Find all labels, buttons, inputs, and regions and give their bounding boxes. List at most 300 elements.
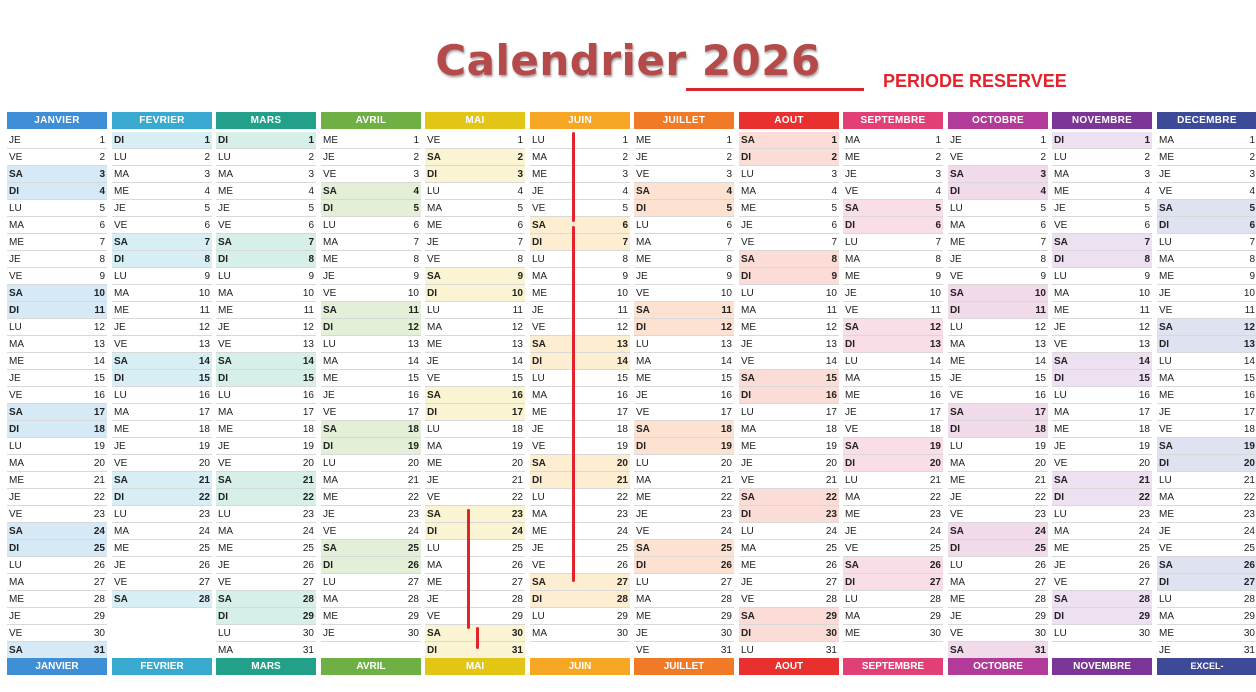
day-cell[interactable] — [1157, 285, 1256, 302]
day-cell[interactable] — [634, 523, 734, 540]
day-cell[interactable] — [843, 268, 943, 285]
day-cell[interactable] — [948, 540, 1048, 557]
day-cell[interactable] — [1157, 336, 1256, 353]
day-cell[interactable] — [216, 506, 316, 523]
day-cell[interactable] — [843, 608, 943, 625]
day-cell[interactable] — [112, 540, 212, 557]
day-cell[interactable] — [7, 472, 107, 489]
day-cell[interactable] — [530, 234, 630, 251]
day-cell[interactable] — [425, 489, 525, 506]
day-cell[interactable] — [112, 489, 212, 506]
day-cell[interactable] — [1052, 370, 1152, 387]
day-cell[interactable] — [843, 574, 943, 591]
day-cell[interactable] — [321, 540, 421, 557]
day-cell[interactable] — [739, 608, 839, 625]
day-cell[interactable] — [321, 455, 421, 472]
day-cell[interactable] — [843, 506, 943, 523]
day-cell[interactable] — [739, 285, 839, 302]
day-cell[interactable] — [1052, 574, 1152, 591]
day-cell[interactable] — [530, 302, 630, 319]
day-cell[interactable] — [843, 489, 943, 506]
day-cell[interactable] — [425, 574, 525, 591]
day-cell[interactable] — [634, 166, 734, 183]
day-cell[interactable] — [1157, 489, 1256, 506]
day-cell[interactable] — [634, 183, 734, 200]
day-cell[interactable] — [7, 251, 107, 268]
day-cell[interactable] — [530, 591, 630, 608]
day-cell[interactable] — [112, 268, 212, 285]
day-cell[interactable] — [216, 608, 316, 625]
day-cell[interactable] — [7, 404, 107, 421]
day-cell[interactable] — [843, 285, 943, 302]
day-cell[interactable] — [216, 421, 316, 438]
day-cell[interactable] — [739, 523, 839, 540]
day-cell[interactable] — [425, 540, 525, 557]
day-cell[interactable] — [321, 234, 421, 251]
day-cell[interactable] — [7, 591, 107, 608]
day-cell[interactable] — [321, 132, 421, 149]
day-cell[interactable] — [634, 217, 734, 234]
day-cell[interactable] — [530, 166, 630, 183]
day-cell[interactable] — [112, 455, 212, 472]
day-cell[interactable] — [7, 200, 107, 217]
day-cell[interactable] — [112, 421, 212, 438]
day-cell[interactable] — [948, 523, 1048, 540]
day-cell[interactable] — [425, 608, 525, 625]
day-cell[interactable] — [948, 506, 1048, 523]
day-cell[interactable] — [1157, 302, 1256, 319]
day-cell[interactable] — [530, 506, 630, 523]
day-cell[interactable] — [425, 625, 525, 642]
day-cell[interactable] — [425, 166, 525, 183]
day-cell[interactable] — [7, 574, 107, 591]
day-cell[interactable] — [948, 183, 1048, 200]
day-cell[interactable] — [948, 285, 1048, 302]
day-cell[interactable] — [530, 268, 630, 285]
day-cell[interactable] — [1052, 489, 1152, 506]
day-cell[interactable] — [7, 642, 107, 659]
day-cell[interactable] — [425, 217, 525, 234]
day-cell[interactable] — [1157, 625, 1256, 642]
day-cell[interactable] — [112, 574, 212, 591]
day-cell[interactable] — [1052, 404, 1152, 421]
day-cell[interactable] — [112, 217, 212, 234]
day-cell[interactable] — [216, 200, 316, 217]
day-cell[interactable] — [530, 336, 630, 353]
day-cell[interactable] — [739, 625, 839, 642]
day-cell[interactable] — [112, 183, 212, 200]
day-cell[interactable] — [530, 540, 630, 557]
day-cell[interactable] — [1157, 268, 1256, 285]
day-cell[interactable] — [530, 625, 630, 642]
day-cell[interactable] — [843, 132, 943, 149]
day-cell[interactable] — [739, 336, 839, 353]
day-cell[interactable] — [7, 302, 107, 319]
day-cell[interactable] — [112, 591, 212, 608]
day-cell[interactable] — [1157, 319, 1256, 336]
day-cell[interactable] — [739, 132, 839, 149]
day-cell[interactable] — [321, 387, 421, 404]
day-cell[interactable] — [1157, 455, 1256, 472]
day-cell[interactable] — [739, 540, 839, 557]
day-cell[interactable] — [1052, 608, 1152, 625]
day-cell[interactable] — [321, 608, 421, 625]
day-cell[interactable] — [634, 574, 734, 591]
day-cell[interactable] — [634, 370, 734, 387]
day-cell[interactable] — [216, 336, 316, 353]
day-cell[interactable] — [7, 132, 107, 149]
day-cell[interactable] — [1052, 268, 1152, 285]
day-cell[interactable] — [843, 336, 943, 353]
day-cell[interactable] — [634, 268, 734, 285]
day-cell[interactable] — [948, 438, 1048, 455]
day-cell[interactable] — [948, 642, 1048, 659]
day-cell[interactable] — [530, 438, 630, 455]
day-cell[interactable] — [948, 387, 1048, 404]
day-cell[interactable] — [7, 370, 107, 387]
day-cell[interactable] — [1157, 540, 1256, 557]
day-cell[interactable] — [7, 353, 107, 370]
day-cell[interactable] — [425, 302, 525, 319]
day-cell[interactable] — [1052, 183, 1152, 200]
day-cell[interactable] — [7, 540, 107, 557]
day-cell[interactable] — [7, 455, 107, 472]
day-cell[interactable] — [1157, 217, 1256, 234]
day-cell[interactable] — [425, 421, 525, 438]
day-cell[interactable] — [739, 251, 839, 268]
day-cell[interactable] — [739, 557, 839, 574]
day-cell[interactable] — [112, 370, 212, 387]
day-cell[interactable] — [216, 285, 316, 302]
day-cell[interactable] — [216, 387, 316, 404]
day-cell[interactable] — [1157, 557, 1256, 574]
day-cell[interactable] — [1157, 608, 1256, 625]
day-cell[interactable] — [321, 200, 421, 217]
day-cell[interactable] — [948, 608, 1048, 625]
day-cell[interactable] — [1157, 353, 1256, 370]
day-cell[interactable] — [1052, 438, 1152, 455]
day-cell[interactable] — [843, 251, 943, 268]
day-cell[interactable] — [321, 183, 421, 200]
day-cell[interactable] — [216, 302, 316, 319]
day-cell[interactable] — [112, 472, 212, 489]
day-cell[interactable] — [1157, 183, 1256, 200]
day-cell[interactable] — [843, 421, 943, 438]
day-cell[interactable] — [112, 438, 212, 455]
day-cell[interactable] — [216, 489, 316, 506]
day-cell[interactable] — [634, 336, 734, 353]
day-cell[interactable] — [634, 404, 734, 421]
day-cell[interactable] — [634, 642, 734, 659]
day-cell[interactable] — [1052, 455, 1152, 472]
day-cell[interactable] — [948, 472, 1048, 489]
day-cell[interactable] — [739, 370, 839, 387]
day-cell[interactable] — [1157, 438, 1256, 455]
day-cell[interactable] — [321, 251, 421, 268]
day-cell[interactable] — [1052, 302, 1152, 319]
day-cell[interactable] — [1157, 404, 1256, 421]
day-cell[interactable] — [425, 455, 525, 472]
day-cell[interactable] — [634, 319, 734, 336]
day-cell[interactable] — [112, 166, 212, 183]
day-cell[interactable] — [216, 268, 316, 285]
day-cell[interactable] — [425, 557, 525, 574]
day-cell[interactable] — [739, 200, 839, 217]
day-cell[interactable] — [425, 183, 525, 200]
day-cell[interactable] — [739, 387, 839, 404]
day-cell[interactable] — [530, 217, 630, 234]
day-cell[interactable] — [321, 404, 421, 421]
day-cell[interactable] — [739, 166, 839, 183]
day-cell[interactable] — [216, 438, 316, 455]
day-cell[interactable] — [425, 234, 525, 251]
day-cell[interactable] — [216, 132, 316, 149]
day-cell[interactable] — [843, 149, 943, 166]
day-cell[interactable] — [216, 149, 316, 166]
day-cell[interactable] — [425, 200, 525, 217]
day-cell[interactable] — [739, 268, 839, 285]
day-cell[interactable] — [216, 540, 316, 557]
day-cell[interactable] — [530, 523, 630, 540]
day-cell[interactable] — [425, 149, 525, 166]
day-cell[interactable] — [843, 625, 943, 642]
day-cell[interactable] — [634, 557, 734, 574]
day-cell[interactable] — [948, 302, 1048, 319]
day-cell[interactable] — [112, 404, 212, 421]
day-cell[interactable] — [321, 557, 421, 574]
day-cell[interactable] — [1052, 472, 1152, 489]
day-cell[interactable] — [7, 625, 107, 642]
day-cell[interactable] — [948, 251, 1048, 268]
day-cell[interactable] — [216, 523, 316, 540]
day-cell[interactable] — [112, 557, 212, 574]
day-cell[interactable] — [7, 506, 107, 523]
day-cell[interactable] — [843, 591, 943, 608]
day-cell[interactable] — [1052, 506, 1152, 523]
day-cell[interactable] — [843, 523, 943, 540]
day-cell[interactable] — [1052, 336, 1152, 353]
day-cell[interactable] — [1052, 319, 1152, 336]
day-cell[interactable] — [1052, 234, 1152, 251]
day-cell[interactable] — [843, 200, 943, 217]
day-cell[interactable] — [1052, 625, 1152, 642]
day-cell[interactable] — [1157, 523, 1256, 540]
day-cell[interactable] — [112, 353, 212, 370]
day-cell[interactable] — [425, 438, 525, 455]
day-cell[interactable] — [425, 506, 525, 523]
day-cell[interactable] — [1052, 132, 1152, 149]
day-cell[interactable] — [321, 421, 421, 438]
day-cell[interactable] — [1052, 421, 1152, 438]
day-cell[interactable] — [1157, 166, 1256, 183]
day-cell[interactable] — [7, 489, 107, 506]
day-cell[interactable] — [948, 132, 1048, 149]
day-cell[interactable] — [530, 608, 630, 625]
day-cell[interactable] — [216, 625, 316, 642]
day-cell[interactable] — [112, 234, 212, 251]
day-cell[interactable] — [216, 217, 316, 234]
day-cell[interactable] — [948, 166, 1048, 183]
day-cell[interactable] — [739, 183, 839, 200]
day-cell[interactable] — [634, 353, 734, 370]
day-cell[interactable] — [739, 421, 839, 438]
day-cell[interactable] — [216, 370, 316, 387]
day-cell[interactable] — [1052, 200, 1152, 217]
day-cell[interactable] — [321, 625, 421, 642]
day-cell[interactable] — [530, 404, 630, 421]
day-cell[interactable] — [1052, 557, 1152, 574]
day-cell[interactable] — [1052, 387, 1152, 404]
day-cell[interactable] — [634, 149, 734, 166]
day-cell[interactable] — [321, 268, 421, 285]
day-cell[interactable] — [321, 217, 421, 234]
day-cell[interactable] — [7, 421, 107, 438]
day-cell[interactable] — [321, 523, 421, 540]
day-cell[interactable] — [1157, 642, 1256, 659]
day-cell[interactable] — [530, 574, 630, 591]
day-cell[interactable] — [843, 319, 943, 336]
day-cell[interactable] — [843, 302, 943, 319]
day-cell[interactable] — [7, 608, 107, 625]
day-cell[interactable] — [1157, 574, 1256, 591]
day-cell[interactable] — [425, 387, 525, 404]
day-cell[interactable] — [321, 302, 421, 319]
day-cell[interactable] — [843, 472, 943, 489]
day-cell[interactable] — [634, 591, 734, 608]
day-cell[interactable] — [1052, 149, 1152, 166]
day-cell[interactable] — [739, 506, 839, 523]
day-cell[interactable] — [216, 557, 316, 574]
day-cell[interactable] — [634, 540, 734, 557]
day-cell[interactable] — [1157, 200, 1256, 217]
day-cell[interactable] — [530, 251, 630, 268]
day-cell[interactable] — [7, 438, 107, 455]
day-cell[interactable] — [739, 149, 839, 166]
day-cell[interactable] — [843, 438, 943, 455]
day-cell[interactable] — [425, 523, 525, 540]
day-cell[interactable] — [216, 353, 316, 370]
day-cell[interactable] — [7, 523, 107, 540]
day-cell[interactable] — [843, 166, 943, 183]
day-cell[interactable] — [7, 387, 107, 404]
day-cell[interactable] — [634, 200, 734, 217]
day-cell[interactable] — [530, 319, 630, 336]
day-cell[interactable] — [843, 353, 943, 370]
day-cell[interactable] — [739, 642, 839, 659]
day-cell[interactable] — [425, 336, 525, 353]
day-cell[interactable] — [634, 455, 734, 472]
day-cell[interactable] — [1157, 132, 1256, 149]
day-cell[interactable] — [112, 319, 212, 336]
day-cell[interactable] — [216, 455, 316, 472]
day-cell[interactable] — [321, 574, 421, 591]
day-cell[interactable] — [948, 336, 1048, 353]
day-cell[interactable] — [7, 234, 107, 251]
day-cell[interactable] — [112, 149, 212, 166]
day-cell[interactable] — [948, 149, 1048, 166]
day-cell[interactable] — [948, 268, 1048, 285]
day-cell[interactable] — [425, 132, 525, 149]
day-cell[interactable] — [530, 353, 630, 370]
day-cell[interactable] — [1157, 387, 1256, 404]
day-cell[interactable] — [530, 370, 630, 387]
day-cell[interactable] — [7, 183, 107, 200]
day-cell[interactable] — [112, 132, 212, 149]
day-cell[interactable] — [948, 455, 1048, 472]
day-cell[interactable] — [739, 489, 839, 506]
day-cell[interactable] — [1052, 166, 1152, 183]
day-cell[interactable] — [843, 455, 943, 472]
day-cell[interactable] — [321, 438, 421, 455]
day-cell[interactable] — [948, 200, 1048, 217]
day-cell[interactable] — [739, 234, 839, 251]
day-cell[interactable] — [739, 217, 839, 234]
day-cell[interactable] — [530, 183, 630, 200]
day-cell[interactable] — [7, 166, 107, 183]
day-cell[interactable] — [112, 200, 212, 217]
day-cell[interactable] — [425, 404, 525, 421]
day-cell[interactable] — [321, 353, 421, 370]
day-cell[interactable] — [1052, 523, 1152, 540]
day-cell[interactable] — [843, 404, 943, 421]
day-cell[interactable] — [7, 557, 107, 574]
day-cell[interactable] — [7, 285, 107, 302]
day-cell[interactable] — [948, 234, 1048, 251]
day-cell[interactable] — [216, 404, 316, 421]
day-cell[interactable] — [948, 557, 1048, 574]
day-cell[interactable] — [843, 234, 943, 251]
day-cell[interactable] — [739, 472, 839, 489]
day-cell[interactable] — [425, 353, 525, 370]
day-cell[interactable] — [321, 319, 421, 336]
day-cell[interactable] — [634, 489, 734, 506]
day-cell[interactable] — [216, 642, 316, 659]
day-cell[interactable] — [425, 251, 525, 268]
day-cell[interactable] — [216, 591, 316, 608]
day-cell[interactable] — [843, 217, 943, 234]
day-cell[interactable] — [7, 268, 107, 285]
day-cell[interactable] — [1157, 506, 1256, 523]
day-cell[interactable] — [843, 387, 943, 404]
day-cell[interactable] — [530, 557, 630, 574]
day-cell[interactable] — [7, 149, 107, 166]
day-cell[interactable] — [112, 506, 212, 523]
day-cell[interactable] — [321, 489, 421, 506]
day-cell[interactable] — [948, 217, 1048, 234]
day-cell[interactable] — [739, 591, 839, 608]
day-cell[interactable] — [948, 489, 1048, 506]
day-cell[interactable] — [530, 472, 630, 489]
day-cell[interactable] — [948, 625, 1048, 642]
day-cell[interactable] — [634, 506, 734, 523]
day-cell[interactable] — [1157, 370, 1256, 387]
day-cell[interactable] — [634, 608, 734, 625]
day-cell[interactable] — [321, 591, 421, 608]
day-cell[interactable] — [739, 455, 839, 472]
day-cell[interactable] — [1052, 217, 1152, 234]
day-cell[interactable] — [7, 319, 107, 336]
day-cell[interactable] — [112, 251, 212, 268]
day-cell[interactable] — [425, 642, 525, 659]
day-cell[interactable] — [1052, 591, 1152, 608]
day-cell[interactable] — [530, 421, 630, 438]
day-cell[interactable] — [634, 625, 734, 642]
day-cell[interactable] — [112, 285, 212, 302]
day-cell[interactable] — [843, 183, 943, 200]
day-cell[interactable] — [425, 319, 525, 336]
day-cell[interactable] — [216, 251, 316, 268]
day-cell[interactable] — [634, 387, 734, 404]
